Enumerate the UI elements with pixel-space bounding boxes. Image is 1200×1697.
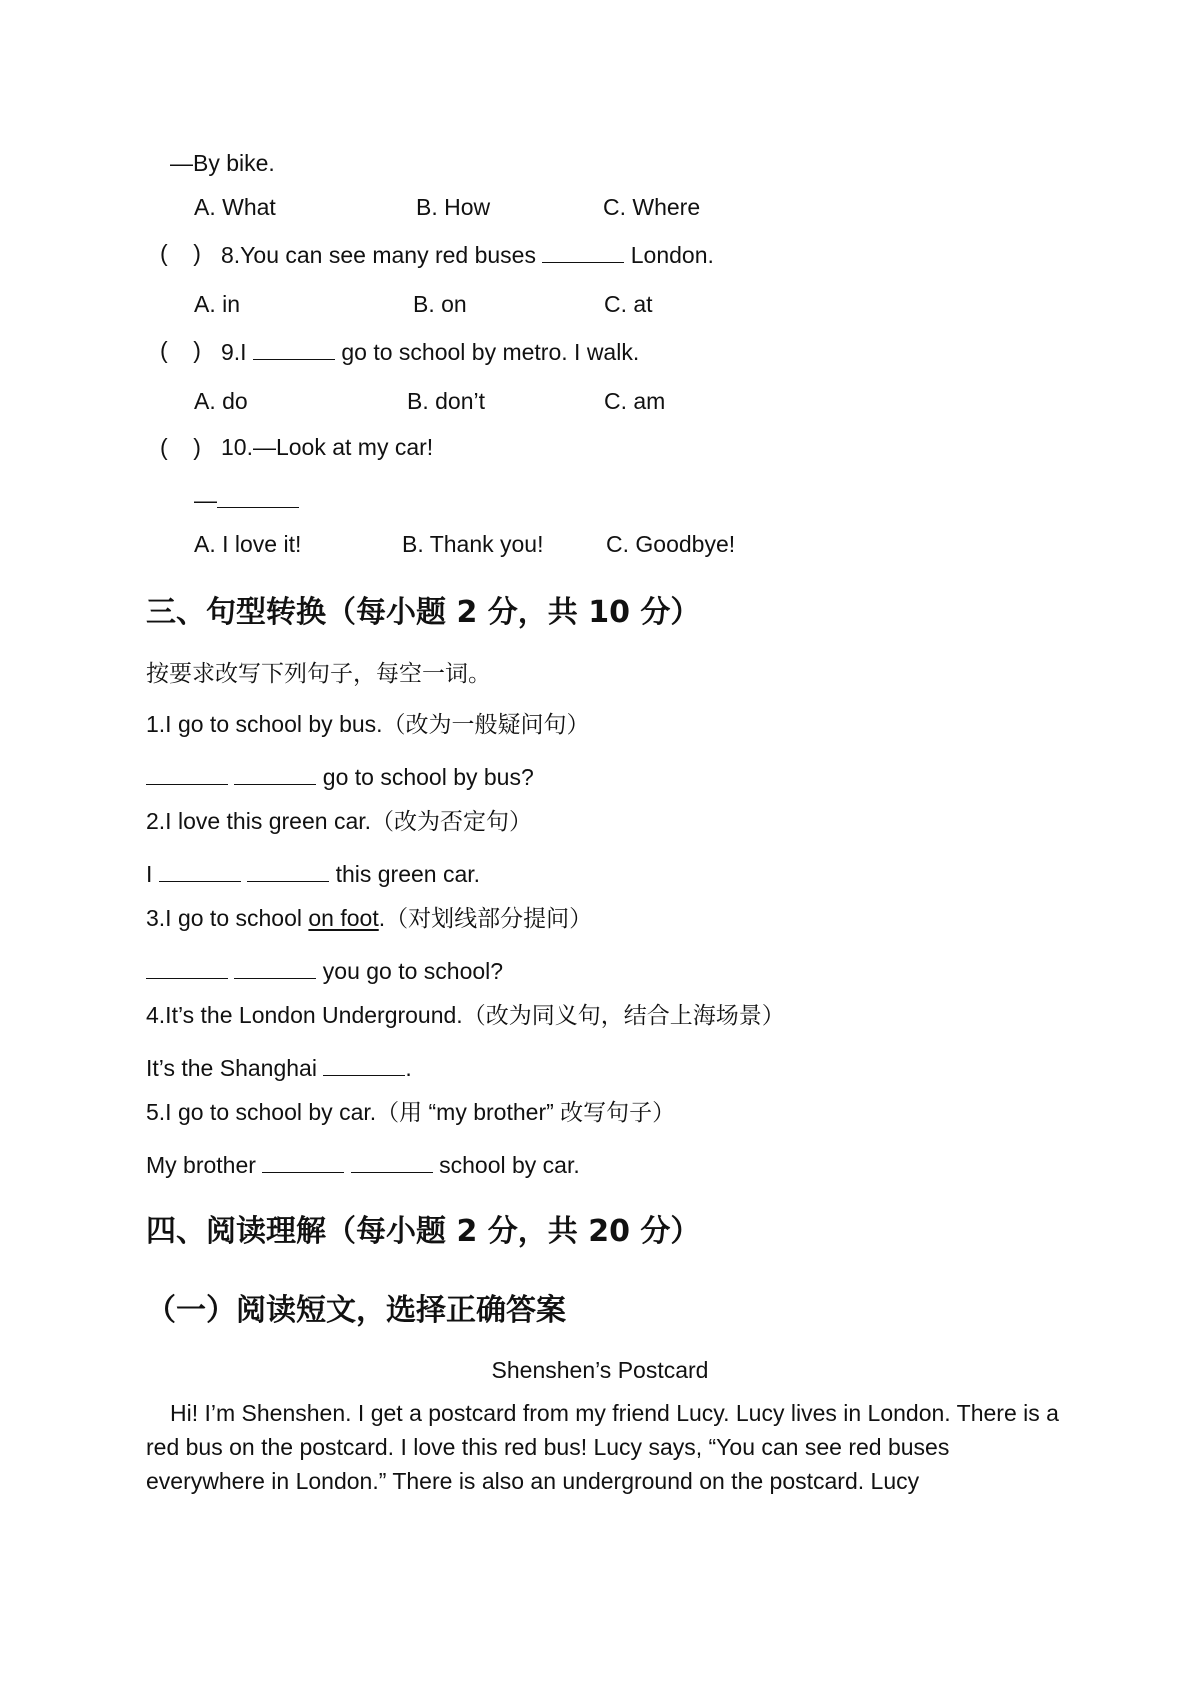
s3-item3-q-prefix: 3.I go to school (146, 905, 309, 931)
s3-item3-answer-suffix: you go to school? (322, 958, 504, 984)
q7-answer: —By bike. (170, 150, 275, 176)
s3-item2-question: 2.I love this green car.（改为否定句） (146, 808, 533, 834)
section4-subtitle: （一）阅读短文，选择正确答案 (146, 1293, 566, 1328)
q8-prefix: 8.You can see many red buses (221, 242, 536, 268)
s3-item4-answer-prefix: It’s the Shanghai (146, 1055, 317, 1081)
s3-item3-q-underlined: on foot (308, 905, 379, 931)
passage-text (146, 1396, 1066, 1498)
q9-option-b: B. don’t (407, 388, 485, 414)
q9-question (221, 339, 639, 364)
answer-blank (234, 958, 316, 979)
answer-blank (351, 1152, 433, 1173)
s3-item5-answer-suffix: school by car. (439, 1152, 580, 1178)
s3-item1-answer (146, 764, 534, 789)
q8-paren: ( ) (160, 240, 201, 266)
section3-instruction: 按要求改写下列句子，每空一词。 (146, 660, 491, 686)
s3-item2-answer (146, 861, 480, 886)
q10-question: 10.—Look at my car! (221, 434, 434, 460)
answer-blank (262, 1152, 344, 1173)
answer-blank (247, 861, 329, 882)
answer-blank (234, 764, 316, 785)
answer-blank (253, 339, 335, 360)
q10-reply (194, 487, 299, 512)
answer-blank (146, 764, 228, 785)
q9-suffix: go to school by metro. I walk. (341, 339, 640, 365)
s3-item3-answer (146, 958, 503, 983)
s3-item3-q-suffix: .（对划线部分提问） (378, 905, 593, 931)
q10-option-b: B. Thank you! (402, 531, 544, 557)
q8-suffix: London. (630, 242, 714, 268)
answer-blank (159, 861, 241, 882)
q8-question (221, 242, 714, 267)
q9-prefix: 9.I (221, 339, 247, 365)
q8-option-a: A. in (194, 291, 241, 317)
s3-item5-answer (146, 1152, 580, 1177)
s3-item1-question: 1.I go to school by bus.（改为一般疑问句） (146, 711, 590, 737)
s3-item5-answer-prefix: My brother (146, 1152, 256, 1178)
q9-paren: ( ) (160, 337, 201, 363)
q7-option-c: C. Where (603, 194, 701, 220)
s3-item2-answer-suffix: this green car. (335, 861, 481, 887)
section3-title: 三、句型转换（每小题 2 分，共 10 分） (146, 595, 701, 630)
passage-title: Shenshen’s Postcard (491, 1357, 709, 1383)
section4-title: 四、阅读理解（每小题 2 分，共 20 分） (146, 1214, 701, 1249)
q9-option-c: C. am (604, 388, 666, 414)
s3-item4-answer (146, 1055, 412, 1080)
s3-item4-answer-suffix: . (405, 1055, 412, 1081)
q8-option-c: C. at (604, 291, 653, 317)
q10-option-c: C. Goodbye! (606, 531, 736, 557)
passage-body: Hi! I’m Shenshen. I get a postcard from my friend Lucy. Lucy lives in London. There is a red bus on the postcard. I love this red bus! Lucy says, “You can see red buses everywhere in London.” There is also an underground on the postcard. Lucy (146, 1400, 1059, 1494)
q10-paren: ( ) (160, 434, 201, 460)
s3-item3-question (146, 907, 592, 930)
answer-blank (542, 242, 624, 263)
q7-option-a: A. What (194, 194, 276, 220)
answer-blank (146, 958, 228, 979)
s3-item2-answer-prefix: I (146, 861, 153, 887)
q10-reply-dash: — (194, 487, 217, 513)
s3-item4-question: 4.It’s the London Underground.（改为同义句，结合上海场景） (146, 1002, 785, 1028)
answer-blank (217, 487, 299, 508)
q7-option-b: B. How (416, 194, 491, 220)
s3-item5-question: 5.I go to school by car.（用 “my brother” 改写句子） (146, 1099, 676, 1125)
s3-item1-answer-suffix: go to school by bus? (322, 764, 534, 790)
q10-option-a: A. I love it! (194, 531, 302, 557)
q8-option-b: B. on (413, 291, 467, 317)
answer-blank (323, 1055, 405, 1076)
q9-option-a: A. do (194, 388, 248, 414)
